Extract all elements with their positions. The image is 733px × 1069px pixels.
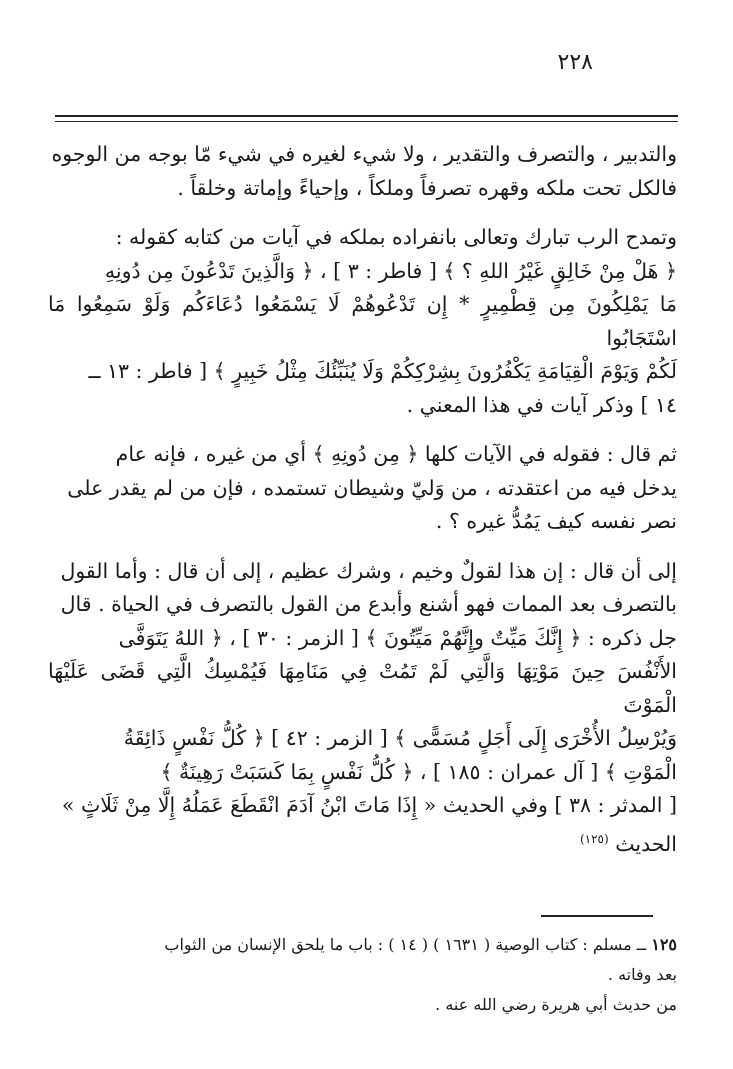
footnote-rule [541, 915, 653, 917]
main-text [48, 138, 677, 861]
hadith-label: الحديث [615, 831, 677, 856]
text-line: فالكل تحت ملكه وقهره تصرفاً وملكاً ، وإحياءً وإماتة وخلقاً . [177, 175, 677, 200]
footnote-dash: ــ [631, 935, 652, 954]
text-line: ١٤ ] وذكر آيات في هذا المعني . [406, 392, 677, 417]
footnotes [55, 930, 677, 1020]
quran-verse-line: جل ذكره : ﴿ إِنَّكَ مَيِّتٌ وإِنَّهُمْ مَيِّتُونَ ﴾ [ الزمر : ٣٠ ] ، ﴿ اللهُ يَتَوَفَّى [118, 625, 677, 650]
text-line: وتمدح الرب تبارك وتعالى بانفراده بملكه في آيات من كتابه كقوله : [115, 225, 677, 249]
page-number: ٢٢٨ [557, 50, 593, 75]
footnote-number: ١٢٥ [651, 935, 677, 954]
footnote-line [55, 930, 677, 960]
quran-verse-line: مَا يَمْلِكُونَ مِن قِطْمِيرٍ * إِن تَدْعُوهُمْ لَا يَسْمَعُوا دُعَاءَكُم وَلَوْ سَمِعُوا مَا اسْتَجَابُوا [48, 292, 677, 350]
footnote-continuation: بعد وفاته . [607, 965, 677, 984]
footnote-text: مسلم : كتاب الوصية ( ١٦٣١ ) ( ١٤ ) : باب ما يلحق الإنسان من الثواب [164, 935, 632, 954]
text-line: نصر نفسه كيف يَمُدُّ غيره ؟ . [435, 509, 677, 533]
quran-verse-line: ﴿ هَلْ مِنْ خَالِقٍ غَيْرُ اللهِ ؟ ﴾ [ فاطر : ٣ ] ، ﴿ وَالَّذِينَ تَدْعُونَ مِن دُونِهِ [104, 258, 677, 283]
footnote-source: من حديث أبي هريرة رضي الله عنه . [435, 995, 677, 1014]
text-line: إلى أن قال : إن هذا لقولٌ وخيم ، وشرك عظيم ، إلى أن قال : وأما القول [60, 558, 677, 583]
header-rule-thin [55, 121, 678, 122]
quran-verse-line: الأَنْفُسَ حِينَ مَوْتِهَا وَالَّتِي لَمْ تَمُتْ فِي مَنَامِهَا فَيُمْسِكُ الَّتِي قَضَى عَلَيْهَا الْمَوْتَ [48, 659, 677, 717]
text-line: بالتصرف بعد الممات فهو أشنع وأبدع من القول بالتصرف في الحياة . قال [60, 592, 677, 616]
header-rule [55, 115, 678, 117]
text-line: ثم قال : فقوله في الآيات كلها ﴿ مِن دُونِهِ ﴾ أي من غيره ، فإنه عام [115, 442, 677, 466]
quran-verse-line: لَكُمْ وَيَوْمَ الْقِيَامَةِ يَكْفُرُونَ بِشِرْكِكُمْ وَلَا يُنَبِّئُكَ مِثْلُ خَبِيرٍ ﴾ [ فاطر : ١٣ ــ [88, 359, 677, 383]
footnote-reference[interactable]: (١٢٥) [579, 831, 609, 846]
text-line [48, 823, 677, 861]
text-line: يدخل فيه من اعتقدته ، من وَليّ وشيطان تستمده ، فإن من لم يقدر على [67, 475, 677, 500]
quran-verse-line: وَيُرْسِلُ الأُخْرَى إِلَى أَجَلٍ مُسَمًّى ﴾ [ الزمر : ٤٢ ] ﴿ كُلُّ نَفْسٍ ذَائِقَةُ [123, 726, 677, 750]
quran-verse-line: الْمَوْتِ ﴾ [ آل عمران : ١٨٥ ] ، ﴿ كُلُّ نَفْسٍ بِمَا كَسَبَتْ رَهِينَةٌ ﴾ [160, 759, 677, 784]
hadith-line: [ المدثر : ٣٨ ] وفي الحديث « إِذَا مَاتَ ابْنُ آدَمَ انْقَطَعَ عَمَلُهُ إِلَّا مِنْ ثَلَاثٍ » [61, 793, 677, 817]
text-line: والتدبير ، والتصرف والتقدير ، ولا شيء لغيره في شيء مّا بوجه من الوجوه [51, 142, 677, 166]
